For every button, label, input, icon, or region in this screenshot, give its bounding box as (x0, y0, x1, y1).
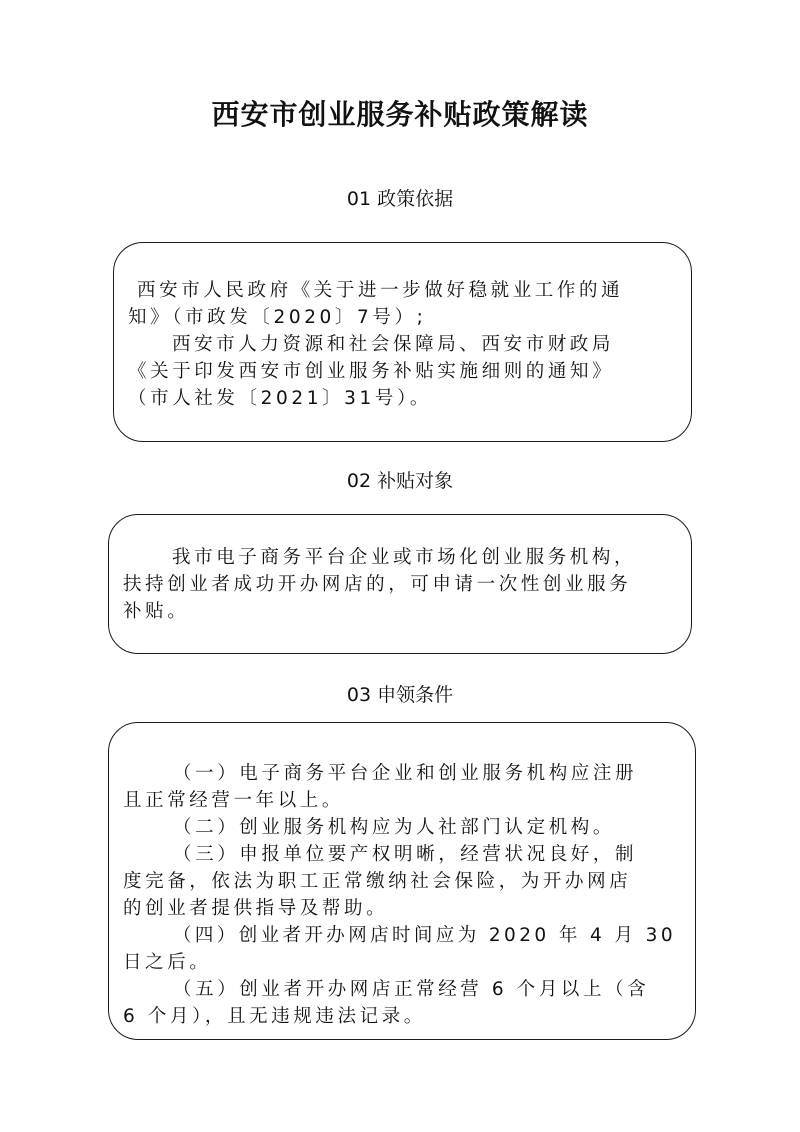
text-line: 《关于印发西安市创业服务补贴实施细则的通知》 (128, 361, 615, 382)
text-line: 西安市人力资源和社会保障局、西安市财政局 (172, 334, 615, 355)
text-line: 日之后。 (123, 952, 212, 973)
text-line: 扶持创业者成功开办网店的，可申请一次性创业服务 (123, 574, 632, 595)
text-line: （一）电子商务平台企业和创业服务机构应注册 (173, 763, 638, 784)
policy-basis-box (113, 242, 692, 442)
text-line: 知》（市政发〔2020〕7号）; (128, 307, 427, 328)
text-line: 度完备，依法为职工正常缴纳社会保险，为开办网店 (123, 871, 632, 892)
text-line: 6 个月），且无违规违法记录。 (123, 1006, 426, 1027)
text-line: （三）申报单位要产权明晰，经营状况良好，制 (173, 844, 638, 865)
conditions-box (108, 722, 696, 1040)
section-heading-conditions: 03 申领条件 (346, 684, 454, 706)
page-title: 西安市创业服务补贴政策解读 (211, 98, 589, 131)
text-line: 的创业者提供指导及帮助。 (123, 898, 389, 919)
text-line: 我市电子商务平台企业或市场化创业服务机构， (172, 547, 637, 568)
text-line: 补贴。 (123, 601, 190, 622)
text-line: （四）创业者开办网店时间应为 2020 年 4 月 30 (173, 925, 676, 946)
subsidy-target-box (108, 514, 692, 654)
text-line: 西安市人民政府《关于进一步做好稳就业工作的通 (137, 280, 624, 301)
text-line: 且正常经营一年以上。 (123, 790, 345, 811)
text-line: （市人社发〔2021〕31号）。 (128, 388, 432, 409)
text-line: （五）创业者开办网店正常经营 6 个月以上（含 (173, 979, 650, 1000)
section-heading-target: 02 补贴对象 (346, 470, 454, 492)
section-heading-policy-basis: 01 政策依据 (346, 188, 454, 210)
text-line: （二）创业服务机构应为人社部门认定机构。 (173, 817, 616, 838)
